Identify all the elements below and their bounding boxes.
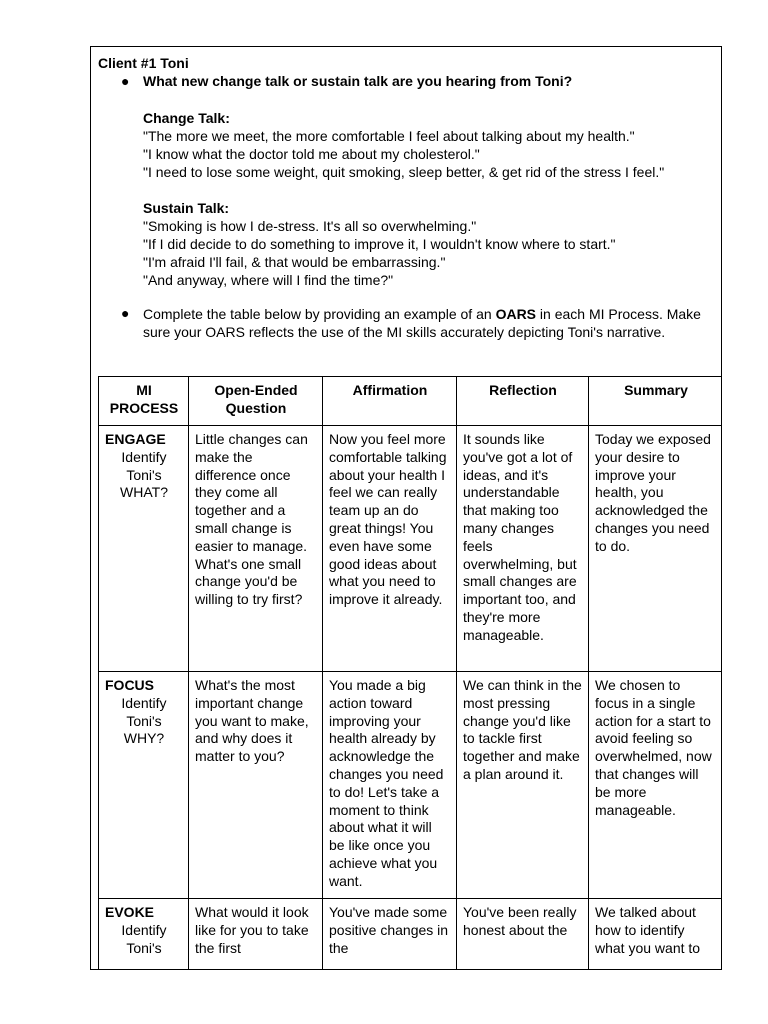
summary-cell[interactable]: Today we exposed your desire to improve your health, you acknowledged the changes you need to do. xyxy=(589,426,723,672)
process-subtitle: Identify Toni's xyxy=(121,921,167,956)
change-talk-block xyxy=(143,109,664,181)
header-reflection: Reflection xyxy=(457,377,589,426)
process-name: FOCUS xyxy=(105,677,154,693)
process-subtitle: Identify Toni's WHAT? xyxy=(120,448,168,501)
process-name: EVOKE xyxy=(105,904,155,920)
change-talk-quote: "I need to lose some weight, quit smoking, sleep better, & get rid of the stress I feel." xyxy=(143,164,665,180)
reflection-cell[interactable]: We can think in the most pressing change you'd like to tackle first together and make a plan around it. xyxy=(457,672,589,899)
header-affirmation: Affirmation xyxy=(323,377,457,426)
summary-cell[interactable]: We chosen to focus in a single action for a start to avoid feeling so overwhelmed, now that changes will be more manageable. xyxy=(589,672,723,899)
sustain-talk-heading: Sustain Talk: xyxy=(143,200,230,216)
affirmation-cell[interactable]: Now you feel more comfortable talking about your health I feel we can really team up an do great things! You even have some good ideas about what you need to improve it already. xyxy=(323,426,457,672)
bullet-icon: ● xyxy=(121,73,130,89)
affirmation-cell[interactable]: You made a big action toward improving your health already by acknowledge the changes you need to do! Let's take a moment to think about what it will be like once you achieve what you want. xyxy=(323,672,457,899)
client-title: Client #1 Toni xyxy=(98,55,189,71)
header-mi-process: MI PROCESS xyxy=(99,377,189,426)
process-cell xyxy=(99,426,189,672)
sustain-talk-quote: "Smoking is how I de-stress. It's all so overwhelming." xyxy=(143,218,477,234)
process-name: ENGAGE xyxy=(105,431,166,447)
question-text: What new change talk or sustain talk are you hearing from Toni? xyxy=(143,73,573,89)
change-talk-quote: "The more we meet, the more comfortable I feel about talking about my health." xyxy=(143,128,635,144)
change-talk-heading: Change Talk: xyxy=(143,110,230,126)
document-frame xyxy=(90,46,722,970)
process-cell xyxy=(99,672,189,899)
process-subtitle: Identify Toni's WHY? xyxy=(121,694,167,747)
bullet-icon: ● xyxy=(121,305,130,321)
instruction-text xyxy=(143,305,713,341)
instruction-before: Complete the table below by providing an example of an xyxy=(143,306,496,322)
header-summary: Summary xyxy=(589,377,723,426)
header-open-ended-question: Open-Ended Question xyxy=(189,377,323,426)
table-row xyxy=(99,426,723,672)
open-question-cell[interactable]: What would it look like for you to take the first xyxy=(189,899,323,971)
reflection-cell[interactable]: It sounds like you've got a lot of ideas, and it's understandable that making too many changes feels overwhelming, but small changes are important too, and they're more manageable. xyxy=(457,426,589,672)
instruction-after: in each MI Process. Make sure your OARS reflects the use of the MI skills accurately depicting Toni's narrative. xyxy=(143,306,701,340)
open-question-cell[interactable]: What's the most important change you want to make, and why does it matter to you? xyxy=(189,672,323,899)
table-row xyxy=(99,672,723,899)
reflection-cell[interactable]: You've been really honest about the xyxy=(457,899,589,971)
table-header-row xyxy=(99,377,723,426)
summary-cell[interactable]: We talked about how to identify what you want to xyxy=(589,899,723,971)
change-talk-quote: "I know what the doctor told me about my cholesterol." xyxy=(143,146,480,162)
affirmation-cell[interactable]: You've made some positive changes in the xyxy=(323,899,457,971)
open-question-cell[interactable]: Little changes can make the difference once they come all together and a small change is easier to manage. What's one small change you'd be willing to try first? xyxy=(189,426,323,672)
instruction-emphasis: OARS xyxy=(495,306,537,322)
oars-table xyxy=(98,376,722,970)
table-row xyxy=(99,899,723,971)
sustain-talk-quote: "I'm afraid I'll fail, & that would be embarrassing." xyxy=(143,254,446,270)
sustain-talk-block xyxy=(143,199,616,289)
sustain-talk-quote: "If I did decide to do something to improve it, I wouldn't know where to start." xyxy=(143,236,616,252)
process-cell xyxy=(99,899,189,971)
sustain-talk-quote: "And anyway, where will I find the time?" xyxy=(143,272,394,288)
